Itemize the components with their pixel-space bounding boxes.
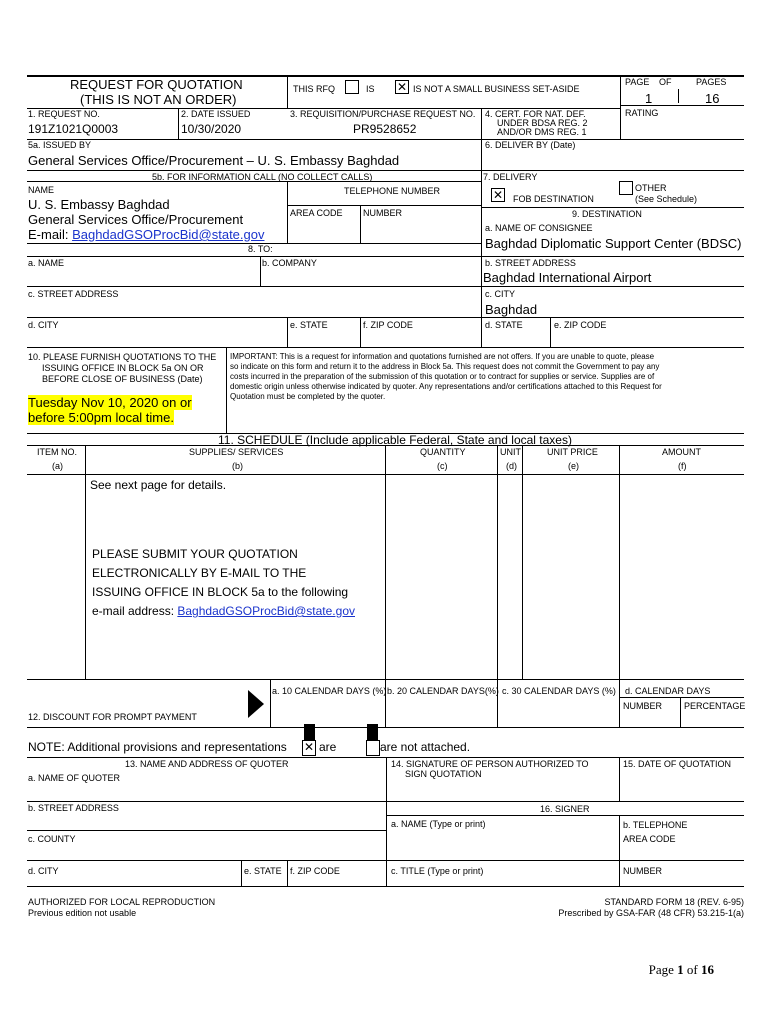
are-not-checkbox[interactable] [366, 740, 380, 756]
col-quantity-sub: (c) [437, 461, 448, 471]
submit-email-link[interactable]: BaghdadGSOProcBid@state.gov [177, 604, 355, 618]
to-state-label: e. STATE [290, 320, 328, 330]
footer-prescribed: Prescribed by GSA-FAR (48 CFR) 53.215-1(a) [558, 908, 744, 918]
signer-title-label: c. TITLE (Type or print) [391, 866, 484, 876]
info-email [28, 227, 264, 242]
col-item: ITEM NO. [37, 447, 77, 457]
fob-destination-label: FOB DESTINATION [513, 194, 594, 204]
dest-zip-label: e. ZIP CODE [554, 320, 607, 330]
rating-label: RATING [625, 108, 659, 118]
is-label: IS [366, 84, 375, 94]
deliver-by-label: 6. DELIVER BY (Date) [485, 140, 576, 150]
number-label: NUMBER [363, 208, 403, 218]
info-email-prefix: E-mail: [28, 227, 73, 242]
footer-standard-form: STANDARD FORM 18 (REV. 6-95) [604, 897, 744, 907]
page-counter: Page 1 of 16 [648, 962, 714, 977]
to-city-label: d. CITY [28, 320, 59, 330]
requisition-label: 3. REQUISITION/PURCHASE REQUEST NO. [290, 109, 476, 119]
quoter-street-label: b. STREET ADDRESS [28, 803, 119, 813]
to-street-label: c. STREET ADDRESS [28, 289, 119, 299]
deadline-line2: before 5:00pm local time. [28, 410, 174, 425]
col-unit-price: UNIT PRICE [547, 447, 598, 457]
check-x-icon: ✕ [396, 80, 408, 94]
issued-by-value: General Services Office/Procurement – U. S. Embassy Baghdad [28, 153, 400, 168]
signer-area-code-label: AREA CODE [623, 834, 676, 844]
col-supplies: SUPPLIES/ SERVICES [189, 447, 284, 457]
info-name-label: NAME [28, 185, 55, 195]
cert-label-line1: 4. CERT. FOR NAT. DEF. [485, 109, 586, 119]
are-label: are [319, 740, 337, 754]
footer-authorized: AUTHORIZED FOR LOCAL REPRODUCTION [28, 897, 216, 907]
request-no-value: 191Z1021Q0003 [28, 122, 119, 136]
discount-20-days: b. 20 CALENDAR DAYS(%) [387, 686, 499, 696]
consignee-label: a. NAME OF CONSIGNEE [485, 223, 593, 233]
discount-number: NUMBER [623, 701, 663, 711]
quoter-name-label: a. NAME OF QUOTER [28, 773, 121, 783]
delivery-other-label: OTHER [635, 183, 667, 193]
area-code-label: AREA CODE [290, 208, 343, 218]
is-not-label: IS NOT A SMALL BUSINESS SET-ASIDE [413, 84, 580, 94]
fob-destination-checkbox[interactable] [491, 188, 505, 202]
signer-number-label: NUMBER [623, 866, 663, 876]
page-label: PAGE [625, 77, 650, 87]
to-name-label: a. NAME [28, 258, 65, 268]
footer-previous-edition: Previous edition not usable [28, 908, 137, 918]
info-name-line1: U. S. Embassy Baghdad [28, 197, 170, 212]
info-call-label: 5b. FOR INFORMATION CALL (NO COLLECT CALLS) [152, 172, 373, 182]
block10-line3: BEFORE CLOSE OF BUSINESS (Date) [42, 374, 203, 384]
are-checkbox[interactable] [302, 740, 316, 756]
form-subtitle: (THIS IS NOT AN ORDER) [80, 92, 237, 107]
info-name-line2: General Services Office/Procurement [28, 212, 244, 227]
date-issued-value: 10/30/2020 [181, 122, 242, 136]
signer-name-label: a. NAME (Type or print) [391, 819, 486, 829]
cert-label-line2: UNDER BDSA REG. 2 [497, 118, 588, 128]
quoter-county-label: c. COUNTY [28, 834, 76, 844]
requisition-value: PR9528652 [353, 122, 417, 136]
discount-10-days: a. 10 CALENDAR DAYS (%) [272, 686, 387, 696]
pages-label: PAGES [696, 77, 727, 87]
consignee-value: Baghdad Diplomatic Support Center (BDSC) [485, 236, 742, 251]
col-supplies-sub: (b) [232, 461, 243, 471]
quoter-state-label: e. STATE [244, 866, 282, 876]
page-number: 1 [645, 91, 653, 106]
this-rfq-label: THIS RFQ [293, 84, 335, 94]
check-x-icon: ✕ [492, 188, 504, 202]
quote-date-label: 15. DATE OF QUOTATION [623, 759, 732, 769]
col-amount-sub: (f) [678, 461, 687, 471]
are-not-label: are not attached. [380, 740, 471, 754]
block10-line2: ISSUING OFFICE IN BLOCK 5a ON OR [42, 363, 204, 373]
to-label: 8. TO: [248, 244, 273, 254]
info-email-link[interactable]: BaghdadGSOProcBid@state.gov [72, 227, 265, 242]
telephone-label: TELEPHONE NUMBER [344, 186, 441, 196]
quoter-label: 13. NAME AND ADDRESS OF QUOTER [125, 759, 289, 769]
dest-city-value: Baghdad [485, 302, 538, 317]
pages-total: 16 [705, 91, 720, 106]
submit-instructions: PLEASE SUBMIT YOUR QUOTATION ELECTRONICALLY BY E-MAIL TO THE ISSUING OFFICE IN BLOCK 5a to the following e-mail address: BaghdadGSOProcBid@state.gov [92, 547, 355, 618]
dest-street-label: b. STREET ADDRESS [485, 258, 576, 268]
col-unit-sub: (d) [506, 461, 517, 471]
arrow-right-icon [248, 690, 264, 718]
check-x-icon: ✕ [303, 740, 315, 754]
col-unit: UNIT [500, 447, 521, 457]
col-amount: AMOUNT [662, 447, 701, 457]
discount-percentage: PERCENTAGE [684, 701, 746, 711]
deadline-line1: Tuesday Nov 10, 2020 on or [28, 395, 192, 410]
request-no-label: 1. REQUEST NO. [28, 109, 100, 119]
form-title: REQUEST FOR QUOTATION [70, 77, 243, 92]
signature-label-line1: 14. SIGNATURE OF PERSON AUTHORIZED TO [391, 759, 589, 769]
discount-label: 12. DISCOUNT FOR PROMPT PAYMENT [28, 712, 197, 722]
signer-telephone-label: b. TELEPHONE [623, 820, 688, 830]
to-company-label: b. COMPANY [262, 258, 317, 268]
signature-label-line2: SIGN QUOTATION [405, 769, 482, 779]
col-unit-price-sub: (e) [568, 461, 579, 471]
delivery-label: 7. DELIVERY [483, 172, 538, 182]
block10-line1: 10. PLEASE FURNISH QUOTATIONS TO THE [28, 352, 217, 362]
of-label: OF [659, 77, 672, 87]
cert-label-line3: AND/OR DMS REG. 1 [497, 127, 587, 137]
dest-state-label: d. STATE [485, 320, 523, 330]
dest-city-label: c. CITY [485, 289, 516, 299]
schedule-title: 11. SCHEDULE (Include applicable Federal, State and local taxes) [218, 433, 572, 447]
discount-30-days: c. 30 CALENDAR DAYS (%) [502, 686, 616, 696]
destination-label: 9. DESTINATION [572, 209, 642, 219]
quoter-zip-label: f. ZIP CODE [290, 866, 340, 876]
small-business-is-checkbox[interactable] [345, 80, 359, 94]
date-issued-label: 2. DATE ISSUED [181, 109, 251, 119]
signer-label: 16. SIGNER [540, 804, 590, 814]
to-zip-label: f. ZIP CODE [363, 320, 413, 330]
delivery-other-checkbox[interactable] [619, 181, 633, 195]
col-item-sub: (a) [52, 461, 63, 471]
col-quantity: QUANTITY [420, 447, 466, 457]
see-schedule-label: (See Schedule) [635, 194, 698, 204]
important-notice: IMPORTANT: This is a request for information and quotations furnished are not offers. If you are unable to quote, please so indicate on this form and return it to the address in Block 5a. This request does not commit the Government to pay any costs incurred in the preparation of the submission of this quotation or to contract for supplies or service. Supplies are of domestic origin unless otherwise indicated by quoter. Any representations and/or certifications attached to this Request for Quotation must be completed by the quoter. [230, 352, 662, 401]
schedule-details: See next page for details. [90, 478, 227, 492]
issued-by-label: 5a. ISSUED BY [28, 140, 92, 150]
discount-calendar-days: d. CALENDAR DAYS [625, 686, 711, 696]
note-text: NOTE: Additional provisions and representations [28, 740, 287, 754]
dest-street-value: Baghdad International Airport [483, 270, 652, 285]
small-business-is-not-checkbox[interactable] [395, 80, 409, 94]
quoter-city-label: d. CITY [28, 866, 59, 876]
